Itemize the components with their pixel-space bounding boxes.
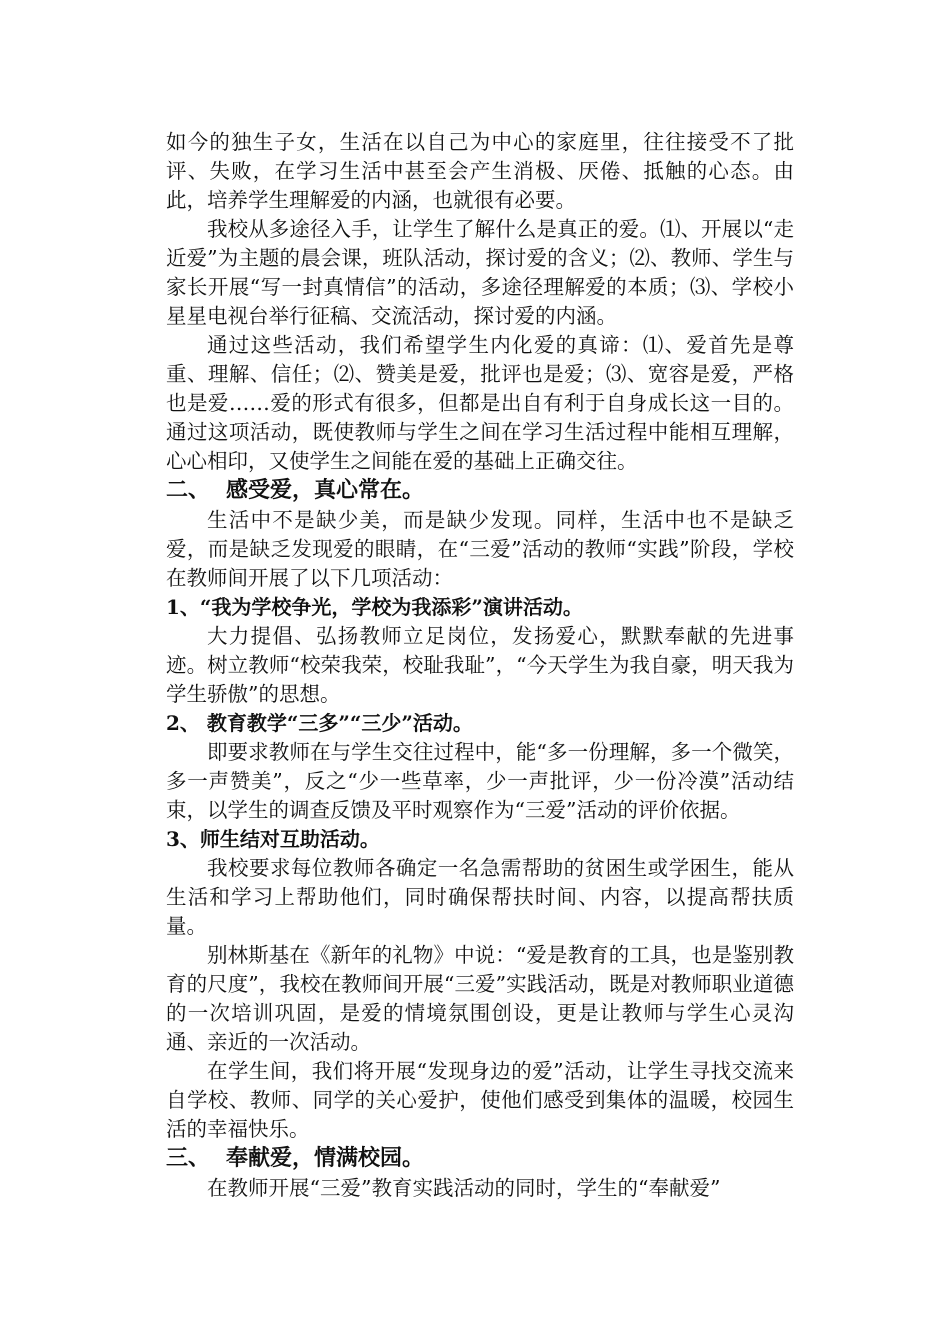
section-number: 三、: [166, 1146, 211, 1171]
paragraph-students: 在学生间，我们将开展“发现身边的爱”活动，让学生寻找交流来自学校、教师、同学的关心爱护，使他们感受到集体的温暖，校园生活的幸福快乐。: [166, 1059, 794, 1141]
paragraph-belinsky: 别林斯基在《新年的礼物》中说：“爱是教育的工具，也是鉴别教育的尺度”，我校在教师间开展“三爱”实践活动，既是对教师职业道德的一次培训巩固，是爱的情境氛围创设，更是让教师与学生心灵沟通、亲近的一次活动。: [166, 943, 794, 1054]
section-heading-two: [166, 476, 794, 506]
subheading-three-more-three-less: 2、 教育教学“三多”“三少”活动。: [166, 711, 473, 735]
paragraph-dedicate: 在教师开展“三爱”教育实践活动的同时，学生的“奉献爱”: [207, 1176, 721, 1200]
paragraph-approach: 我校从多途径入手，让学生了解什么是真正的爱。⑴、开展以“走近爱”为主题的晨会课，班队活动，探讨爱的含义；⑵、教师、学生与家长开展“写一封真情信”的活动，多途径理解爱的本质；⑶、学校小星星电视台举行征稿、交流活动，探讨爱的内涵。: [166, 217, 794, 328]
section-title: 奉献爱，情满校园。: [226, 1146, 425, 1171]
subheading-pairing: 3、师生结对互助活动。: [166, 827, 380, 851]
section-number: 二、: [166, 478, 211, 503]
paragraph-intro: 如今的独生子女，生活在以自己为中心的家庭里，往往接受不了批评、失败，在学习生活中甚至会产生消极、厌倦、抵触的心态。由此，培养学生理解爱的内涵，也就很有必要。: [166, 130, 794, 212]
paragraph-pairing: 我校要求每位教师各确定一名急需帮助的贫困生或学困生，能从生活和学习上帮助他们，同时确保帮扶时间、内容，以提高帮扶质量。: [166, 856, 794, 938]
section-title: 感受爱，真心常在。: [226, 478, 425, 503]
paragraph-truth: 通过这些活动，我们希望学生内化爱的真谛：⑴、爱首先是尊重、理解、信任；⑵、赞美是爱，批评也是爱；⑶、宽容是爱，严格也是爱……爱的形式有很多，但都是出自有利于自身成长这一目的。通过这项活动，既使教师与学生之间在学习生活过程中能相互理解，心心相印，又使学生之间能在爱的基础上正确交往。: [166, 333, 794, 473]
subheading-speech: 1、“我为学校争光，学校为我添彩”演讲活动。: [166, 595, 583, 619]
document-body: [166, 128, 794, 1203]
paragraph-three-more-three-less: 即要求教师在与学生交往过程中，能“多一份理解，多一个微笑，多一声赞美”，反之“少一些草率，少一声批评，少一份冷漠”活动结束，以学生的调查反馈及平时观察作为“三爱”活动的评价依据。: [166, 740, 794, 822]
section-heading-three: [166, 1144, 794, 1174]
paragraph-speech: 大力提倡、弘扬教师立足岗位，发扬爱心，默默奉献的先进事迹。树立教师“校荣我荣，校耻我耻”，“今天学生为我自豪，明天我为学生骄傲”的思想。: [166, 624, 794, 706]
paragraph-discover: 生活中不是缺少美，而是缺少发现。同样，生活中也不是缺乏爱，而是缺乏发现爱的眼睛，在“三爱”活动的教师“实践”阶段，学校在教师间开展了以下几项活动：: [166, 508, 794, 590]
